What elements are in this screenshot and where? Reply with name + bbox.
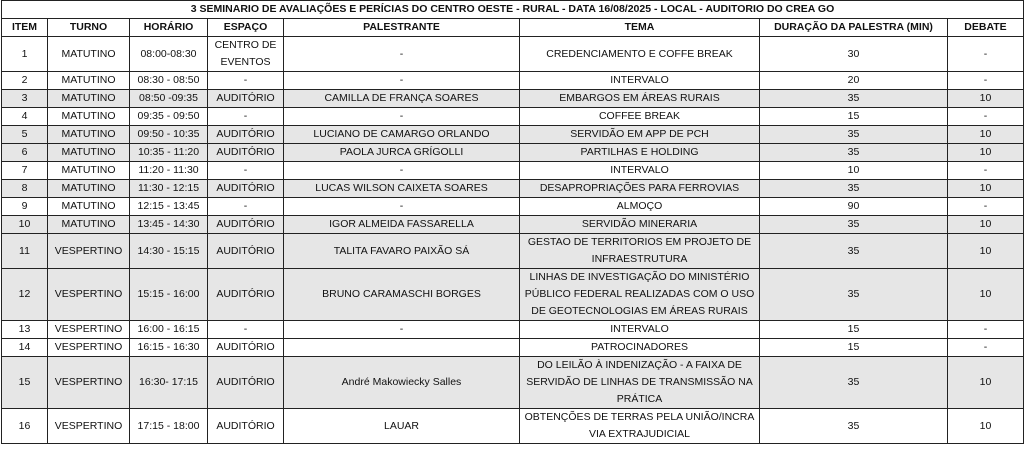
cell-tema: GESTAO DE TERRITORIOS EM PROJETO DE INFRAESTRUTURA [520, 234, 760, 269]
cell-item: 5 [2, 126, 48, 144]
cell-espaco: CENTRO DE EVENTOS [208, 37, 284, 72]
cell-tema: SERVIDÃO MINERARIA [520, 216, 760, 234]
cell-duracao: 35 [760, 409, 948, 444]
cell-palestrante: - [284, 321, 520, 339]
cell-palestrante: LUCIANO DE CAMARGO ORLANDO [284, 126, 520, 144]
cell-tema: PARTILHAS E HOLDING [520, 144, 760, 162]
table-row [2, 108, 1024, 126]
cell-debate: 10 [948, 144, 1024, 162]
cell-palestrante: - [284, 198, 520, 216]
cell-item: 2 [2, 72, 48, 90]
cell-debate: - [948, 162, 1024, 180]
cell-horario: 13:45 - 14:30 [130, 216, 208, 234]
cell-horario: 17:15 - 18:00 [130, 409, 208, 444]
cell-espaco: AUDITÓRIO [208, 269, 284, 321]
cell-turno: MATUTINO [48, 144, 130, 162]
cell-tema: EMBARGOS EM ÁREAS RURAIS [520, 90, 760, 108]
table-row [2, 198, 1024, 216]
cell-horario: 11:20 - 11:30 [130, 162, 208, 180]
cell-turno: MATUTINO [48, 216, 130, 234]
cell-debate: - [948, 72, 1024, 90]
cell-item: 16 [2, 409, 48, 444]
cell-duracao: 30 [760, 37, 948, 72]
cell-item: 15 [2, 357, 48, 409]
cell-horario: 12:15 - 13:45 [130, 198, 208, 216]
cell-tema: OBTENÇÕES DE TERRAS PELA UNIÃO/INCRA VIA EXTRAJUDICIAL [520, 409, 760, 444]
cell-horario: 10:35 - 11:20 [130, 144, 208, 162]
cell-duracao: 35 [760, 180, 948, 198]
table-row [2, 180, 1024, 198]
cell-tema: CREDENCIAMENTO E COFFE BREAK [520, 37, 760, 72]
table-row [2, 321, 1024, 339]
cell-palestrante: LAUAR [284, 409, 520, 444]
cell-horario: 11:30 - 12:15 [130, 180, 208, 198]
cell-debate: - [948, 339, 1024, 357]
cell-debate: - [948, 108, 1024, 126]
cell-palestrante: - [284, 37, 520, 72]
cell-tema: PATROCINADORES [520, 339, 760, 357]
column-header-duracao: DURAÇÃO DA PALESTRA (MIN) [760, 19, 948, 37]
cell-palestrante: PAOLA JURCA GRÍGOLLI [284, 144, 520, 162]
cell-espaco: AUDITÓRIO [208, 90, 284, 108]
cell-debate: - [948, 198, 1024, 216]
cell-tema: INTERVALO [520, 72, 760, 90]
cell-duracao: 35 [760, 269, 948, 321]
cell-item: 7 [2, 162, 48, 180]
cell-turno: VESPERTINO [48, 321, 130, 339]
table-row [2, 269, 1024, 321]
cell-debate: 10 [948, 90, 1024, 108]
cell-item: 14 [2, 339, 48, 357]
cell-debate: 10 [948, 216, 1024, 234]
cell-tema: DESAPROPRIAÇÕES PARA FERROVIAS [520, 180, 760, 198]
cell-palestrante: - [284, 72, 520, 90]
cell-horario: 14:30 - 15:15 [130, 234, 208, 269]
table-row [2, 90, 1024, 108]
cell-turno: MATUTINO [48, 162, 130, 180]
table-row [2, 357, 1024, 409]
cell-horario: 09:50 - 10:35 [130, 126, 208, 144]
column-header-tema: TEMA [520, 19, 760, 37]
cell-horario: 08:00-08:30 [130, 37, 208, 72]
cell-duracao: 35 [760, 144, 948, 162]
cell-tema: DO LEILÃO À INDENIZAÇÃO - A FAIXA DE SERVIDÃO DE LINHAS DE TRANSMISSÃO NA PRÁTICA [520, 357, 760, 409]
cell-debate: - [948, 37, 1024, 72]
column-header-palestrante: PALESTRANTE [284, 19, 520, 37]
cell-turno: VESPERTINO [48, 409, 130, 444]
table-row [2, 216, 1024, 234]
cell-turno: VESPERTINO [48, 269, 130, 321]
column-header-debate: DEBATE [948, 19, 1024, 37]
cell-espaco: - [208, 162, 284, 180]
cell-duracao: 35 [760, 90, 948, 108]
cell-turno: MATUTINO [48, 37, 130, 72]
cell-espaco: AUDITÓRIO [208, 144, 284, 162]
cell-palestrante: CAMILLA DE FRANÇA SOARES [284, 90, 520, 108]
table-row [2, 234, 1024, 269]
cell-espaco: AUDITÓRIO [208, 216, 284, 234]
cell-debate: 10 [948, 180, 1024, 198]
cell-horario: 08:50 -09:35 [130, 90, 208, 108]
cell-horario: 16:30- 17:15 [130, 357, 208, 409]
table-row [2, 72, 1024, 90]
cell-palestrante: André Makowiecky Salles [284, 357, 520, 409]
cell-palestrante: IGOR ALMEIDA FASSARELLA [284, 216, 520, 234]
schedule-table [1, 0, 1024, 444]
cell-espaco: - [208, 108, 284, 126]
cell-palestrante: BRUNO CARAMASCHI BORGES [284, 269, 520, 321]
column-header-espaco: ESPAÇO [208, 19, 284, 37]
cell-espaco: AUDITÓRIO [208, 339, 284, 357]
cell-espaco: - [208, 198, 284, 216]
cell-debate: - [948, 321, 1024, 339]
cell-tema: INTERVALO [520, 162, 760, 180]
cell-duracao: 35 [760, 216, 948, 234]
column-header-turno: TURNO [48, 19, 130, 37]
cell-item: 13 [2, 321, 48, 339]
cell-duracao: 15 [760, 339, 948, 357]
cell-item: 3 [2, 90, 48, 108]
cell-turno: MATUTINO [48, 180, 130, 198]
cell-espaco: AUDITÓRIO [208, 126, 284, 144]
cell-item: 6 [2, 144, 48, 162]
cell-debate: 10 [948, 126, 1024, 144]
cell-palestrante [284, 339, 520, 357]
column-header-item: ITEM [2, 19, 48, 37]
cell-duracao: 35 [760, 234, 948, 269]
cell-espaco: AUDITÓRIO [208, 234, 284, 269]
column-header-horario: HORÁRIO [130, 19, 208, 37]
cell-debate: 10 [948, 357, 1024, 409]
cell-turno: MATUTINO [48, 198, 130, 216]
page-title: 3 SEMINARIO DE AVALIAÇÕES E PERÍCIAS DO CENTRO OESTE - RURAL - DATA 16/08/2025 - LOCAL - AUDITORIO DO CREA GO [2, 1, 1024, 19]
cell-duracao: 15 [760, 108, 948, 126]
cell-horario: 16:15 - 16:30 [130, 339, 208, 357]
cell-espaco: AUDITÓRIO [208, 357, 284, 409]
cell-palestrante: - [284, 108, 520, 126]
table-row [2, 339, 1024, 357]
cell-palestrante: TALITA FAVARO PAIXÃO SÁ [284, 234, 520, 269]
table-row [2, 409, 1024, 444]
cell-item: 1 [2, 37, 48, 72]
cell-duracao: 90 [760, 198, 948, 216]
table-row [2, 37, 1024, 72]
cell-item: 4 [2, 108, 48, 126]
cell-tema: ALMOÇO [520, 198, 760, 216]
cell-turno: MATUTINO [48, 108, 130, 126]
cell-item: 9 [2, 198, 48, 216]
cell-palestrante: LUCAS WILSON CAIXETA SOARES [284, 180, 520, 198]
cell-turno: MATUTINO [48, 90, 130, 108]
cell-debate: 10 [948, 409, 1024, 444]
cell-turno: MATUTINO [48, 126, 130, 144]
cell-turno: VESPERTINO [48, 234, 130, 269]
cell-item: 11 [2, 234, 48, 269]
cell-espaco: - [208, 72, 284, 90]
cell-tema: COFFEE BREAK [520, 108, 760, 126]
cell-horario: 08:30 - 08:50 [130, 72, 208, 90]
cell-espaco: AUDITÓRIO [208, 180, 284, 198]
cell-horario: 16:00 - 16:15 [130, 321, 208, 339]
cell-duracao: 10 [760, 162, 948, 180]
cell-tema: LINHAS DE INVESTIGAÇÃO DO MINISTÉRIO PÚBLICO FEDERAL REALIZADAS COM O USO DE GEOTECNOLOGIAS EM ÁREAS RURAIS [520, 269, 760, 321]
cell-palestrante: - [284, 162, 520, 180]
cell-espaco: AUDITÓRIO [208, 409, 284, 444]
cell-duracao: 20 [760, 72, 948, 90]
cell-item: 8 [2, 180, 48, 198]
cell-item: 12 [2, 269, 48, 321]
cell-tema: INTERVALO [520, 321, 760, 339]
cell-espaco: - [208, 321, 284, 339]
cell-duracao: 15 [760, 321, 948, 339]
cell-tema: SERVIDÃO EM APP DE PCH [520, 126, 760, 144]
cell-duracao: 35 [760, 126, 948, 144]
table-row [2, 144, 1024, 162]
cell-item: 10 [2, 216, 48, 234]
table-row [2, 162, 1024, 180]
cell-debate: 10 [948, 234, 1024, 269]
cell-turno: VESPERTINO [48, 357, 130, 409]
cell-turno: MATUTINO [48, 72, 130, 90]
cell-horario: 15:15 - 16:00 [130, 269, 208, 321]
cell-debate: 10 [948, 269, 1024, 321]
table-row [2, 126, 1024, 144]
cell-horario: 09:35 - 09:50 [130, 108, 208, 126]
cell-duracao: 35 [760, 357, 948, 409]
cell-turno: VESPERTINO [48, 339, 130, 357]
